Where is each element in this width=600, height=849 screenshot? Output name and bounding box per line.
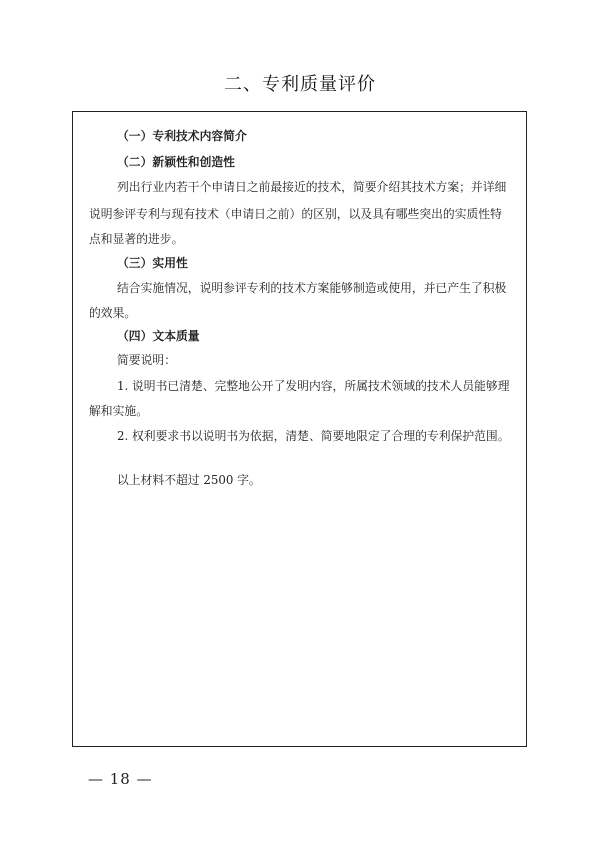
page-number: — 18 — — [88, 770, 153, 788]
section-2-text-line-2: 说明参评专利与现有技术（申请日之前）的区别，以及具有哪些突出的实质性特 — [89, 207, 502, 221]
content-frame — [72, 111, 527, 747]
section-4-item-2: 2. 权利要求书以说明书为依据，清楚、简要地限定了合理的专利保护范围。 — [117, 429, 510, 443]
section-4-intro: 简要说明： — [117, 353, 176, 367]
section-4-item-1-line-2: 解和实施。 — [89, 404, 148, 418]
section-2-text-line-3: 点和显著的进步。 — [89, 232, 184, 246]
section-3-heading: （三）实用性 — [117, 256, 188, 270]
section-3-text-line-1: 结合实施情况，说明参评专利的技术方案能够制造或使用，并已产生了积极 — [117, 281, 507, 295]
section-4-heading: （四）文本质量 — [117, 329, 200, 343]
section-2-heading: （二）新颖性和创造性 — [117, 155, 235, 169]
word-limit-note: 以上材料不超过 2500 字。 — [117, 473, 261, 487]
section-1-heading: （一）专利技术内容简介 — [117, 129, 247, 143]
section-4-item-1-line-1: 1. 说明书已清楚、完整地公开了发明内容，所属技术领域的技术人员能够理 — [117, 379, 510, 393]
page-title: 二、专利质量评价 — [224, 74, 376, 95]
section-3-text-line-2: 的效果。 — [89, 306, 137, 320]
section-2-text-line-1: 列出行业内若干个申请日之前最接近的技术，简要介绍其技术方案；并详细 — [117, 180, 507, 194]
